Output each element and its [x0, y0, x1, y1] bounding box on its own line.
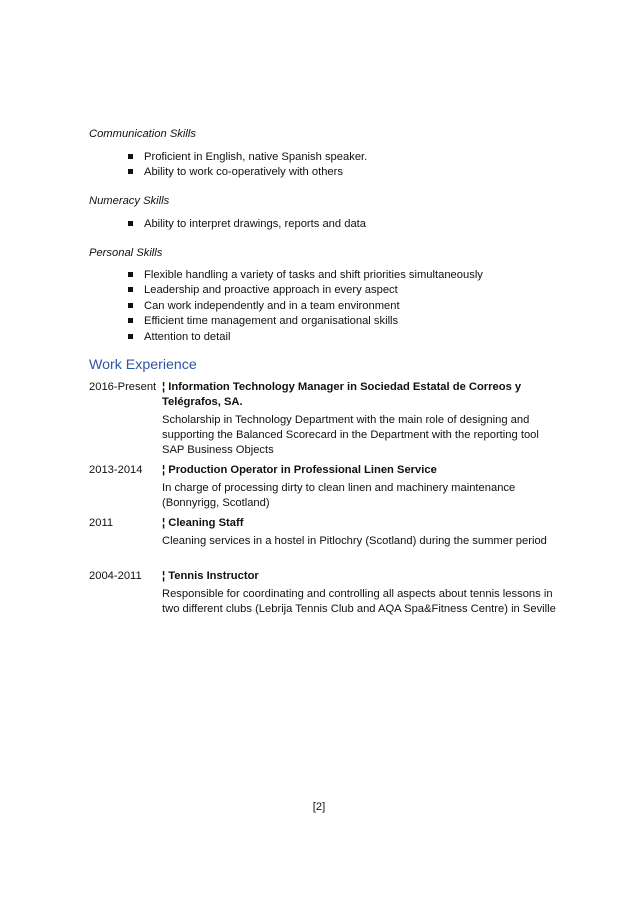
square-bullet-icon [128, 154, 133, 159]
list-item [128, 283, 483, 298]
skill-text: Flexible handling a variety of tasks and shift priorities simultaneously [144, 269, 483, 281]
job-description: Responsible for coordinating and controlling all aspects about tennis lessons in two different clubs (Lebrija Tennis Club and AQA Spa&Fitness Centre) in Seville [162, 588, 556, 615]
page-number: [2] [312, 801, 326, 813]
skill-text: Ability to interpret drawings, reports and data [144, 218, 367, 230]
skill-text: Ability to work co-operatively with others [144, 166, 343, 179]
square-bullet-icon [128, 272, 133, 277]
job-title: ¦ Production Operator in Professional Linen Service [162, 464, 437, 476]
square-bullet-icon [128, 303, 133, 308]
skill-text: Efficient time management and organisational skills [144, 315, 399, 328]
numeracy-skills-list [128, 217, 366, 232]
square-bullet-icon [128, 221, 133, 226]
job-title: ¦ Tennis Instructor [162, 570, 259, 582]
job-date: 2016-Present [89, 381, 157, 393]
communication-skills-list [128, 150, 367, 181]
numeracy-skills-heading: Numeracy Skills [89, 195, 170, 207]
communication-skills-heading: Communication Skills [89, 128, 196, 140]
job-date: 2011 [89, 517, 114, 529]
square-bullet-icon [128, 334, 133, 339]
job-description: Cleaning services in a hostel in Pitlochry (Scotland) during the summer period [162, 535, 547, 547]
list-item [128, 314, 483, 329]
list-item [128, 165, 367, 180]
job-date: 2004-2011 [89, 570, 142, 582]
list-item [128, 217, 366, 232]
list-item [128, 150, 367, 165]
personal-skills-heading: Personal Skills [89, 247, 163, 259]
job-title: ¦ Information Technology Manager in Sociedad Estatal de Correos y Telégrafos, SA. [162, 381, 522, 408]
job-date: 2013-2014 [89, 464, 143, 476]
skill-text: Can work independently and in a team environment [144, 299, 400, 312]
skill-text: Leadership and proactive approach in every aspect [144, 284, 398, 297]
skill-text: Attention to detail [144, 330, 231, 343]
square-bullet-icon [128, 169, 133, 174]
work-experience-title: Work Experience [89, 357, 197, 373]
square-bullet-icon [128, 318, 133, 323]
square-bullet-icon [128, 287, 133, 292]
list-item [128, 268, 483, 283]
list-item [128, 330, 483, 345]
job-description: In charge of processing dirty to clean linen and machinery maintenance (Bonnyrigg, Scotland) [162, 482, 516, 509]
skill-text: Proficient in English, native Spanish speaker. [144, 151, 368, 163]
job-description: Scholarship in Technology Department with the main role of designing and supporting the Balanced Scorecard in the Department with the reporting tool SAP Business Objects [162, 414, 539, 456]
job-title: ¦ Cleaning Staff [162, 517, 244, 529]
list-item [128, 299, 483, 314]
personal-skills-list [128, 268, 483, 345]
